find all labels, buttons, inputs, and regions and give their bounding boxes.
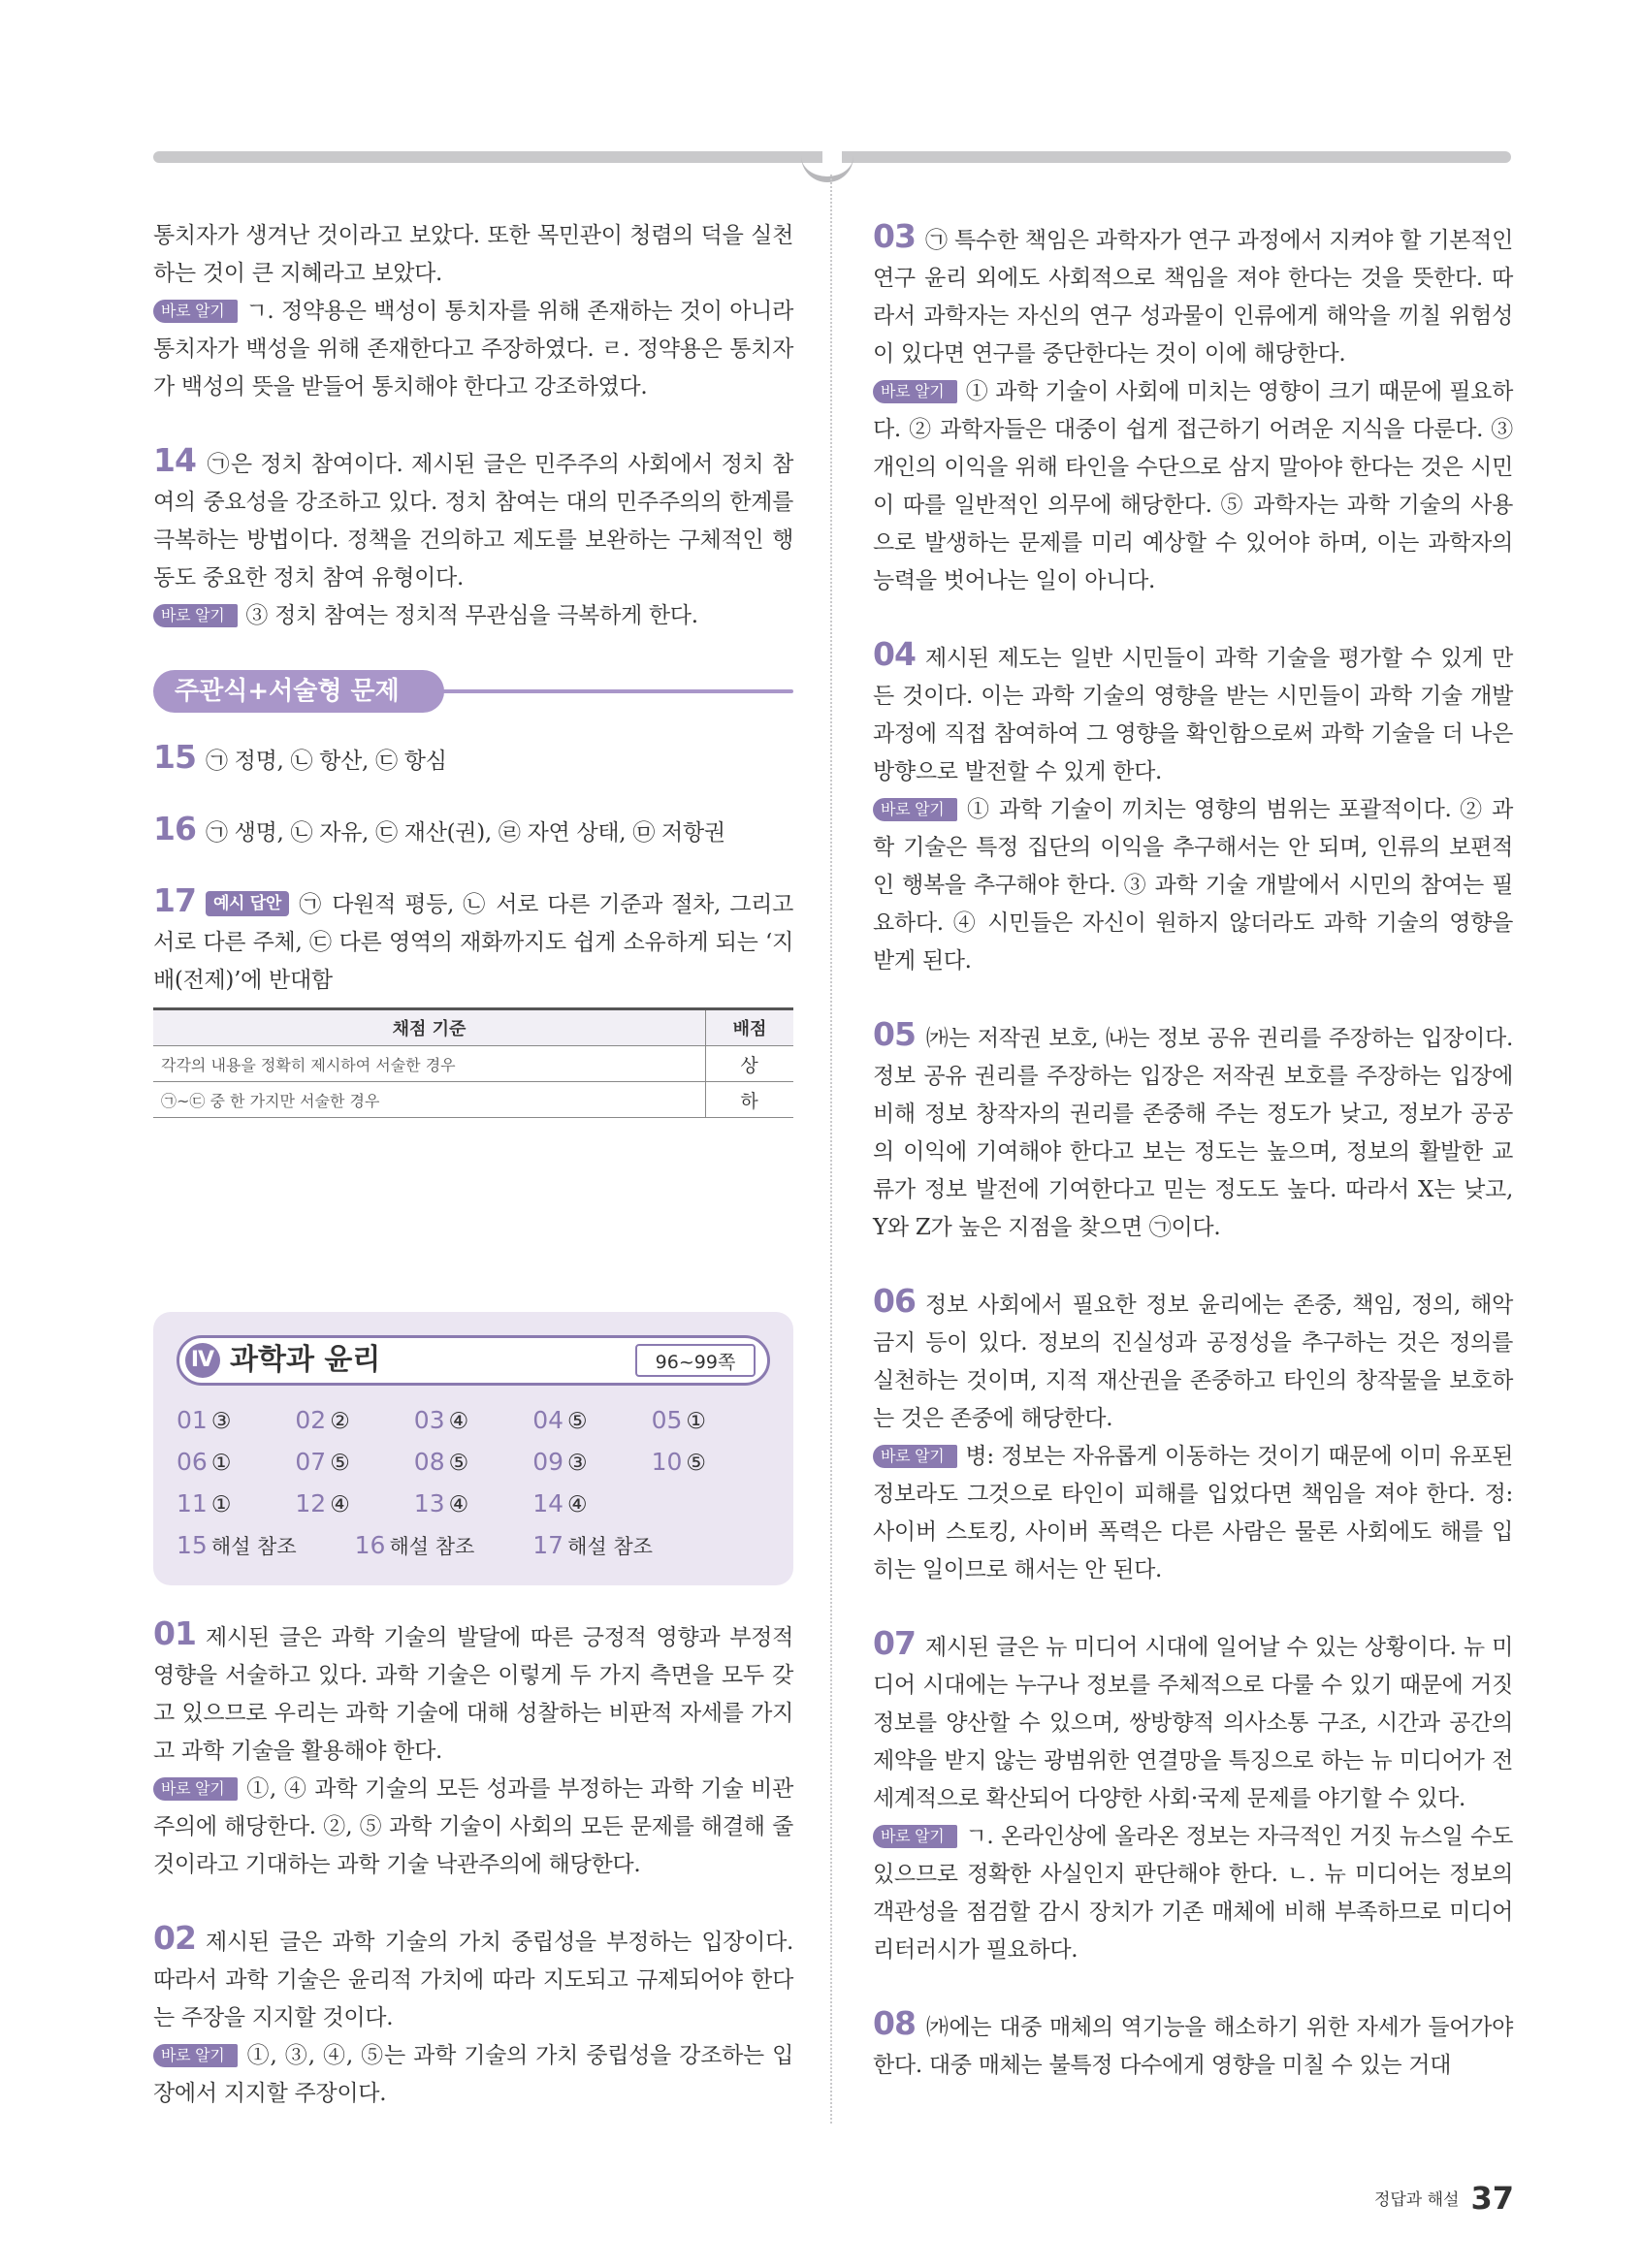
correction-badge: 바로 알기: [873, 1445, 957, 1468]
answer-key-item: [652, 1403, 770, 1439]
answer-key-answer: ①: [686, 1409, 707, 1434]
question-number: 17: [153, 881, 196, 919]
table-cell: ㉠~㉢ 중 한 가지만 서술한 경우: [153, 1082, 706, 1118]
answer-08: 08 ㈎에는 대중 매체의 역기능을 해소하기 위한 자세가 들어가야 한다. 대중 매체는 불특정 다수에게 영향을 미칠 수 있는 거대: [873, 2004, 1513, 2078]
answer-key-question: 17: [532, 1531, 564, 1559]
answer-key-item: [177, 1403, 295, 1439]
page-range: 96~99쪽: [635, 1344, 756, 1377]
answer-01: 01 제시된 글은 과학 기술의 발달에 따른 긍정적 영향과 부정적 영향을 서술하고 있다. 과학 기술은 이렇게 두 가지 측면을 모두 갖고 있으므로 우리는 과학 기술에 대해 성찰하는 비판적 자세를 가지고 과학 기술을 활용해야 한다.: [153, 1614, 793, 1764]
continued-correction: 바로 알기 ㄱ. 정약용은 백성이 통치자를 위해 존재하는 것이 아니라 통치자가 백성을 위해 존재한다고 주장하였다. ㄹ. 정약용은 통치자가 백성의 뜻을 받들어 통치해야 한다고 강조하였다.: [153, 299, 793, 399]
correction-badge: 바로 알기: [153, 604, 238, 627]
correction-badge: 바로 알기: [873, 1825, 957, 1848]
table-cell: 상: [706, 1046, 794, 1082]
answer-key-answer: 해설 참조: [567, 1535, 653, 1558]
answer-06: 06 정보 사회에서 필요한 정보 윤리에는 존중, 책임, 정의, 해악 금지 등이 있다. 정보의 진실성과 공정성을 추구하는 것은 정의를 실천하는 것이며, 지적 재산권을 존중하고 타인의 창작물을 보호하는 것은 존중에 해당한다.: [873, 1282, 1513, 1431]
answer-key-item: [414, 1445, 532, 1481]
example-answer-badge: 예시 답안: [206, 891, 289, 916]
page-number: 37: [1470, 2180, 1514, 2217]
table-cell: 각각의 내용을 정확히 제시하여 서술한 경우: [153, 1046, 706, 1082]
table-header-score: 배점: [706, 1009, 794, 1046]
correction-badge: 바로 알기: [873, 380, 957, 403]
answer-15: 15 ㉠ 정명, ㉡ 항산, ㉢ 항심: [153, 738, 447, 776]
question-number: 06: [873, 1282, 916, 1320]
right-column: [873, 217, 1513, 2085]
answer-14: 14 ㉠은 정치 참여이다. 제시된 글은 민주주의 사회에서 정치 참여의 중요성을 강조하고 있다. 정치 참여는 대의 민주주의의 한계를 극복하는 방법이다. 정책을 건의하고 제도를 보완하는 구체적인 행동도 중요한 정치 참여 유형이다.: [153, 441, 793, 591]
answer-key-answer: ③: [210, 1409, 232, 1434]
answer-key-item: [295, 1403, 413, 1439]
answer-key-box: [153, 1312, 793, 1585]
answer-key-question: 12: [295, 1489, 327, 1517]
answer-key-answer: ④: [448, 1409, 469, 1434]
top-bar-notch: [801, 145, 853, 182]
answer-key-question: 16: [354, 1531, 386, 1559]
answer-key-answer: ①: [210, 1492, 232, 1517]
continued-paragraph: 통치자가 생겨난 것이라고 보았다. 또한 목민관이 청렴의 덕을 실천하는 것이 큰 지혜라고 보았다.: [153, 223, 793, 286]
footer-label: 정답과 해설: [1373, 2190, 1460, 2210]
answer-key-question: 04: [532, 1406, 563, 1434]
answer-key-answer: ⑤: [448, 1451, 469, 1476]
answer-key-ref: [177, 1528, 297, 1564]
question-number: 02: [153, 1919, 196, 1957]
answer-key-item: [414, 1403, 532, 1439]
answer-key-answer: ④: [567, 1492, 588, 1517]
answer-key-answer: ⑤: [330, 1451, 350, 1476]
answer-03-correction: 바로 알기 ① 과학 기술이 사회에 미치는 영향이 크기 때문에 필요하다. ② 과학자들은 대중이 쉽게 접근하기 어려운 지식을 다룬다. ③ 개인의 이익을 위해 타인을 수단으로 삼지 말아야 한다는 것은 시민이 따를 일반적인 의무에 해당한다. ⑤ 과학자는 과학 기술의 사용으로 발생하는 문제를 미리 예상할 수 있어야 하며, 이는 과학자의 능력을 벗어나는 일이 아니다.: [873, 379, 1513, 593]
answer-key-question: 08: [413, 1448, 445, 1476]
answer-key-item: [295, 1486, 413, 1522]
answer-03: 03 ㉠ 특수한 책임은 과학자가 연구 과정에서 지켜야 할 기본적인 연구 윤리 외에도 사회적으로 책임을 져야 한다는 것을 뜻한다. 따라서 과학자는 자신의 연구 성과물이 인류에게 해악을 끼칠 위험성이 있다면 연구를 중단한다는 것이 이에 해당한다.: [873, 217, 1513, 367]
answer-key-question: 09: [532, 1448, 563, 1476]
correction-badge: 바로 알기: [153, 300, 238, 323]
answer-key-answer: ⑤: [686, 1451, 707, 1476]
top-bar-right: [842, 151, 1511, 163]
answer-02-correction: 바로 알기 ①, ③, ④, ⑤는 과학 기술의 가치 중립성을 강조하는 입장에서 지지할 주장이다.: [153, 2043, 793, 2106]
page-footer: [1374, 2180, 1514, 2217]
answer-refs: [177, 1528, 770, 1564]
answer-04: 04 제시된 제도는 일반 시민들이 과학 기술을 평가할 수 있게 만든 것이다. 이는 과학 기술의 영향을 받는 시민들이 과학 기술 개발 과정에 직접 참여하여 그 영향을 확인함으로써 과학 기술을 더 나은 방향으로 발전할 수 있게 한다.: [873, 635, 1513, 784]
question-number: 07: [873, 1624, 916, 1662]
question-number: 08: [873, 2004, 916, 2042]
answer-14-correction: 바로 알기 ③ 정치 참여는 정치적 무관심을 극복하게 한다.: [153, 597, 793, 635]
unit-number: Ⅳ: [185, 1343, 220, 1378]
answer-key-ref: [532, 1528, 653, 1564]
answer-key-question: 14: [532, 1489, 563, 1517]
answer-01-correction: 바로 알기 ①, ④ 과학 기술의 모든 성과를 부정하는 과학 기술 비관주의에 해당한다. ②, ⑤ 과학 기술이 사회의 모든 문제를 해결해 줄 것이라고 기대하는 과학 기술 낙관주의에 해당한다.: [153, 1776, 793, 1877]
answer-key-question: 02: [295, 1406, 327, 1434]
answer-key-question: 03: [413, 1406, 445, 1434]
correction-badge: 바로 알기: [153, 1777, 238, 1801]
answer-06-correction: 바로 알기 병: 정보는 자유롭게 이동하는 것이기 때문에 이미 유포된 정보라도 그것으로 타인이 피해를 입었다면 책임을 져야 한다. 정: 사이버 스토킹, 사이버 폭력은 다른 사람은 물론 사회에도 해를 입히는 일이므로 해서는 안 된다.: [873, 1444, 1513, 1582]
answer-key-answer: ②: [330, 1409, 350, 1434]
answer-key-answer: ⑤: [567, 1409, 588, 1434]
answer-key-answer: ①: [210, 1451, 232, 1476]
left-column: [153, 217, 793, 2113]
answer-key-question: 13: [413, 1489, 445, 1517]
table-header-criteria: 채점 기준: [153, 1009, 706, 1046]
correction-badge: 바로 알기: [873, 798, 957, 821]
answer-04-correction: 바로 알기 ① 과학 기술이 끼치는 영향의 범위는 포괄적이다. ② 과학 기술은 특정 집단의 이익을 추구해서는 안 되며, 인류의 보편적인 행복을 추구해야 한다. ③ 과학 기술 개발에서 시민의 참여는 필요하다. ④ 시민들은 자신이 원하지 않더라도 과학 기술의 영향을 받게 된다.: [873, 797, 1513, 974]
answer-key-header: [177, 1335, 770, 1386]
answer-key-answer: ④: [448, 1492, 469, 1517]
answer-02: 02 제시된 글은 과학 기술의 가치 중립성을 부정하는 입장이다. 따라서 과학 기술은 윤리적 가치에 따라 지도되고 규제되어야 한다는 주장을 지지할 것이다.: [153, 1919, 793, 2030]
correction-badge: 바로 알기: [153, 2044, 238, 2067]
answer-key-answer: ③: [567, 1451, 588, 1476]
answer-17: 17 예시 답안 ㉠ 다원적 평등, ㉡ 서로 다른 기준과 절차, 그리고 서로 다른 주체, ㉢ 다른 영역의 재화까지도 쉽게 소유하게 되는 ‘지배(전제)’에 반대함: [153, 881, 793, 993]
answer-key-question: 15: [177, 1531, 208, 1559]
section-header: [153, 670, 793, 713]
question-number: 01: [153, 1614, 196, 1652]
answer-key-item: [177, 1445, 295, 1481]
question-number: 16: [153, 810, 196, 847]
answer-key-question: 01: [177, 1406, 208, 1434]
question-number: 15: [153, 738, 196, 776]
answer-key-answer: 해설 참조: [389, 1535, 475, 1558]
answer-key-question: 06: [177, 1448, 208, 1476]
answer-key-item: [414, 1486, 532, 1522]
answer-grid: [177, 1403, 770, 1522]
top-bar-left: [153, 151, 822, 163]
column-divider: [830, 175, 832, 2124]
answer-key-item: [532, 1486, 651, 1522]
answer-key-item: [295, 1445, 413, 1481]
table-row: [153, 1082, 793, 1118]
answer-16: 16 ㉠ 생명, ㉡ 자유, ㉢ 재산(권), ㉣ 자연 상태, ㉤ 저항권: [153, 810, 725, 847]
table-row: [153, 1046, 793, 1082]
question-number: 05: [873, 1015, 916, 1053]
table-cell: 하: [706, 1082, 794, 1118]
unit-title: 과학과 윤리: [230, 1343, 381, 1377]
answer-key-question: 07: [295, 1448, 327, 1476]
answer-07: 07 제시된 글은 뉴 미디어 시대에 일어날 수 있는 상황이다. 뉴 미디어 시대에는 누구나 정보를 주체적으로 다룰 수 있기 때문에 거짓 정보를 양산할 수 있으며, 쌍방향적 의사소통 구조, 시간과 공간의 제약을 받지 않는 광범위한 연결망을 특징으로 하는 뉴 미디어가 전 세계적으로 확산되어 다양한 사회·국제 문제를 야기할 수 있다.: [873, 1624, 1513, 1811]
table-header-row: [153, 1009, 793, 1046]
answer-key-ref: [355, 1528, 475, 1564]
section-header-line: [415, 689, 793, 693]
answer-key-item: [532, 1445, 651, 1481]
answer-key-item: [177, 1486, 295, 1522]
answer-key-question: 05: [651, 1406, 683, 1434]
answer-key-question: 10: [651, 1448, 683, 1476]
scoring-table: [153, 1007, 793, 1118]
answer-key-answer: 해설 참조: [210, 1535, 297, 1558]
answer-key-item: [652, 1445, 770, 1481]
answer-key-answer: ④: [330, 1492, 350, 1517]
answer-05: 05 ㈎는 저작권 보호, ㈏는 정보 공유 권리를 주장하는 입장이다. 정보 공유 권리를 주장하는 입장은 저작권 보호를 주장하는 입장에 비해 정보 창작자의 권리를 존중해 주는 정도가 낮고, 정보가 공공의 이익에 기여해야 한다고 보는 정도는 높으며, 정보의 활발한 교류가 정보 발전에 기여한다고 믿는 정도도 높다. 따라서 X는 낮고, Y와 Z가 높은 지점을 찾으면 ㉠이다.: [873, 1015, 1513, 1240]
question-number: 03: [873, 217, 916, 255]
answer-key-question: 11: [177, 1489, 208, 1517]
question-number: 14: [153, 441, 196, 479]
section-header-label: 주관식+서술형 문제: [153, 670, 444, 713]
answer-key-item: [532, 1403, 651, 1439]
answer-07-correction: 바로 알기 ㄱ. 온라인상에 올라온 정보는 자극적인 거짓 뉴스일 수도 있으므로 정확한 사실인지 판단해야 한다. ㄴ. 뉴 미디어는 정보의 객관성을 점검할 감시 장치가 기존 매체에 비해 부족하므로 미디어 리터러시가 필요하다.: [873, 1824, 1513, 1963]
question-number: 04: [873, 635, 916, 673]
